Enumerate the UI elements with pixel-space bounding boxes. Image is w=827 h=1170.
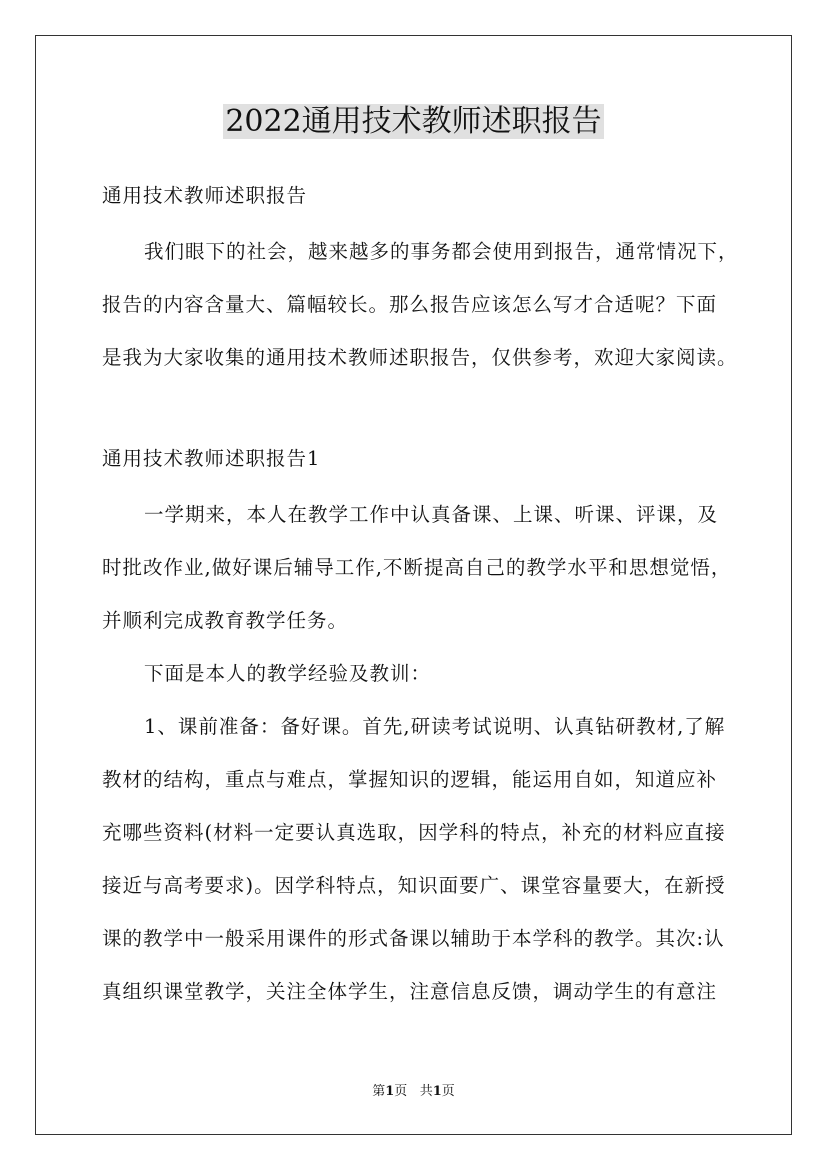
paragraph-line: 一学期来，本人在教学工作中认真备课、上课、听课、评课，及 (144, 503, 719, 526)
page-number: 1 (385, 1084, 395, 1099)
section-heading: 通用技术教师述职报告1 (102, 447, 321, 470)
paragraph-line: 时批改作业,做好课后辅导工作,不断提高自己的教学水平和思想觉悟， (102, 556, 732, 579)
paragraph-line: 是我为大家收集的通用技术教师述职报告，仅供参考，欢迎大家阅读。 (102, 346, 738, 369)
page-footer (0, 1082, 827, 1102)
section1-paragraph-2 (102, 655, 742, 708)
document-title-text: 2022通用技术教师述职报告 (225, 104, 602, 139)
paragraph-line: 课的教学中一般采用课件的形式备课以辅助于本学科的教学。其次:认 (102, 927, 725, 950)
total-pages: 1 (432, 1084, 442, 1099)
page-suffix: 页 (394, 1084, 408, 1099)
paragraph-line: 充哪些资料(材料一定要认真选取，因学科的特点，补充的材料应直接 (102, 821, 726, 844)
paragraph-line: 真组织课堂教学，关注全体学生，注意信息反馈，调动学生的有意注 (102, 980, 718, 1003)
paragraph-line: 1、课前准备：备好课。首先,研读考试说明、认真钻研教材,了解 (144, 715, 726, 738)
section1-paragraph-1 (102, 496, 742, 655)
total-suffix: 页 (441, 1084, 455, 1099)
intro-paragraph (102, 233, 742, 392)
page-prefix: 第 (372, 1084, 386, 1099)
paragraph-line: 下面是本人的教学经验及教训： (144, 662, 432, 685)
paragraph-line: 教材的结构，重点与难点，掌握知识的逻辑，能运用自如，知道应补 (102, 768, 718, 791)
paragraph-line: 我们眼下的社会，越来越多的事务都会使用到报告，通常情况下， (144, 240, 739, 263)
document-title (0, 100, 827, 144)
paragraph-line: 并顺利完成教育教学任务。 (102, 609, 349, 632)
paragraph-line: 报告的内容含量大、篇幅较长。那么报告应该怎么写才合适呢？下面 (102, 293, 718, 316)
document-body (102, 177, 742, 1026)
paragraph-line: 接近与高考要求)。因学科特点，知识面要广、课堂容量要大，在新授 (102, 874, 726, 897)
total-prefix: 共 (419, 1084, 433, 1099)
section1-paragraph-3 (102, 708, 742, 1026)
document-subtitle: 通用技术教师述职报告 (102, 184, 308, 207)
